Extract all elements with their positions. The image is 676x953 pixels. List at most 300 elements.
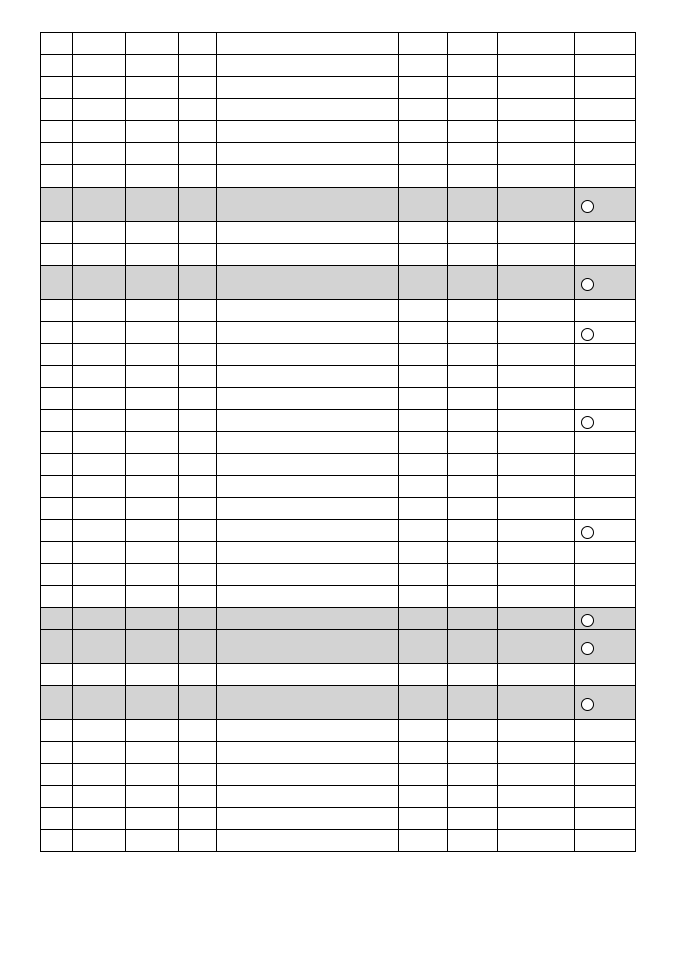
table-cell bbox=[399, 564, 448, 586]
table-cell bbox=[41, 99, 73, 121]
table-cell bbox=[217, 476, 399, 498]
table-cell bbox=[41, 742, 73, 764]
table-cell bbox=[179, 121, 217, 143]
table-cell bbox=[41, 664, 73, 686]
table-row bbox=[41, 664, 636, 686]
table-cell bbox=[41, 764, 73, 786]
table-row bbox=[41, 344, 636, 366]
table-cell bbox=[498, 244, 575, 266]
table-cell bbox=[575, 608, 636, 630]
table-cell bbox=[126, 222, 179, 244]
table-cell bbox=[498, 121, 575, 143]
table-cell bbox=[498, 55, 575, 77]
table-cell bbox=[179, 300, 217, 322]
table-cell bbox=[575, 300, 636, 322]
table-cell bbox=[575, 664, 636, 686]
table-cell bbox=[126, 808, 179, 830]
table-row bbox=[41, 366, 636, 388]
table-cell bbox=[126, 630, 179, 664]
table-cell bbox=[575, 222, 636, 244]
table-cell bbox=[179, 830, 217, 852]
table-row bbox=[41, 77, 636, 99]
table-cell bbox=[217, 366, 399, 388]
table-cell bbox=[448, 165, 498, 188]
table-cell bbox=[575, 586, 636, 608]
table-cell bbox=[575, 165, 636, 188]
table-cell bbox=[448, 454, 498, 476]
table-cell bbox=[498, 686, 575, 720]
table-cell bbox=[217, 244, 399, 266]
table-cell bbox=[179, 322, 217, 344]
circle-mark-icon bbox=[581, 200, 594, 213]
table-cell bbox=[575, 322, 636, 344]
table-row bbox=[41, 33, 636, 55]
table-cell bbox=[126, 244, 179, 266]
table-cell bbox=[399, 454, 448, 476]
table-cell bbox=[73, 432, 126, 454]
table-cell bbox=[498, 454, 575, 476]
table-row bbox=[41, 410, 636, 432]
table-cell bbox=[126, 165, 179, 188]
table-cell bbox=[399, 520, 448, 542]
table-cell bbox=[448, 520, 498, 542]
table-cell bbox=[73, 33, 126, 55]
table-cell bbox=[217, 542, 399, 564]
table-cell bbox=[498, 786, 575, 808]
table-cell bbox=[179, 99, 217, 121]
table-cell bbox=[126, 366, 179, 388]
table-cell bbox=[179, 608, 217, 630]
table-cell bbox=[575, 808, 636, 830]
table-row bbox=[41, 786, 636, 808]
table-cell bbox=[41, 33, 73, 55]
table-cell bbox=[41, 322, 73, 344]
table-cell bbox=[498, 366, 575, 388]
table-cell bbox=[217, 388, 399, 410]
table-cell bbox=[448, 664, 498, 686]
table-cell bbox=[41, 300, 73, 322]
table-cell bbox=[126, 830, 179, 852]
table-cell bbox=[399, 542, 448, 564]
table-cell bbox=[73, 564, 126, 586]
table-cell bbox=[448, 564, 498, 586]
table-cell bbox=[498, 476, 575, 498]
table-cell bbox=[399, 222, 448, 244]
circle-mark-icon bbox=[581, 642, 594, 655]
table-cell bbox=[448, 322, 498, 344]
table-row bbox=[41, 55, 636, 77]
table-cell bbox=[448, 786, 498, 808]
table-cell bbox=[448, 33, 498, 55]
table-cell bbox=[399, 586, 448, 608]
table-cell bbox=[575, 121, 636, 143]
table-cell bbox=[448, 366, 498, 388]
table-cell bbox=[448, 244, 498, 266]
table-cell bbox=[73, 586, 126, 608]
table-row bbox=[41, 454, 636, 476]
table-cell bbox=[399, 143, 448, 165]
table-cell bbox=[73, 720, 126, 742]
table-cell bbox=[217, 99, 399, 121]
table-cell bbox=[41, 165, 73, 188]
table-cell bbox=[73, 808, 126, 830]
table-cell bbox=[41, 542, 73, 564]
table-cell bbox=[448, 300, 498, 322]
table-cell bbox=[399, 808, 448, 830]
table-cell bbox=[399, 322, 448, 344]
table-cell bbox=[399, 630, 448, 664]
table-row bbox=[41, 520, 636, 542]
table-cell bbox=[73, 786, 126, 808]
table-cell bbox=[399, 244, 448, 266]
table-cell bbox=[399, 266, 448, 300]
table-cell bbox=[448, 121, 498, 143]
table-cell bbox=[399, 99, 448, 121]
table-cell bbox=[217, 742, 399, 764]
table-cell bbox=[73, 344, 126, 366]
table-cell bbox=[399, 432, 448, 454]
table-cell bbox=[126, 608, 179, 630]
table-cell bbox=[126, 764, 179, 786]
table-cell bbox=[73, 143, 126, 165]
table-cell bbox=[399, 188, 448, 222]
table-cell bbox=[575, 344, 636, 366]
table-cell bbox=[217, 300, 399, 322]
table-cell bbox=[399, 664, 448, 686]
table-cell bbox=[126, 322, 179, 344]
table-cell bbox=[448, 808, 498, 830]
table-cell bbox=[73, 410, 126, 432]
table-cell bbox=[126, 266, 179, 300]
table-cell bbox=[217, 165, 399, 188]
table-cell bbox=[41, 454, 73, 476]
table-cell bbox=[126, 344, 179, 366]
table-cell bbox=[575, 388, 636, 410]
table-cell bbox=[217, 586, 399, 608]
table-cell bbox=[217, 830, 399, 852]
table-cell bbox=[399, 410, 448, 432]
table-cell bbox=[498, 742, 575, 764]
table-cell bbox=[575, 266, 636, 300]
table-cell bbox=[498, 33, 575, 55]
table-cell bbox=[179, 586, 217, 608]
table-cell bbox=[126, 143, 179, 165]
table-cell bbox=[41, 432, 73, 454]
table-cell bbox=[399, 786, 448, 808]
table-cell bbox=[498, 143, 575, 165]
table-cell bbox=[217, 454, 399, 476]
circle-mark-icon bbox=[581, 278, 594, 291]
table-cell bbox=[73, 476, 126, 498]
table-cell bbox=[73, 55, 126, 77]
table-row bbox=[41, 686, 636, 720]
circle-mark-icon bbox=[581, 698, 594, 711]
table-row bbox=[41, 188, 636, 222]
table-cell bbox=[179, 764, 217, 786]
table-cell bbox=[73, 764, 126, 786]
table-cell bbox=[41, 808, 73, 830]
table-cell bbox=[217, 686, 399, 720]
table-cell bbox=[126, 476, 179, 498]
table-cell bbox=[179, 664, 217, 686]
table-cell bbox=[126, 586, 179, 608]
table-cell bbox=[41, 476, 73, 498]
table-cell bbox=[399, 55, 448, 77]
table-row bbox=[41, 720, 636, 742]
table-cell bbox=[575, 99, 636, 121]
table-cell bbox=[41, 266, 73, 300]
table-cell bbox=[498, 77, 575, 99]
form-grid bbox=[40, 32, 635, 852]
table-cell bbox=[41, 498, 73, 520]
table-cell bbox=[179, 630, 217, 664]
table-cell bbox=[498, 586, 575, 608]
table-cell bbox=[179, 542, 217, 564]
table-cell bbox=[179, 498, 217, 520]
table-cell bbox=[73, 520, 126, 542]
table-cell bbox=[73, 322, 126, 344]
table-cell bbox=[217, 630, 399, 664]
table-cell bbox=[448, 143, 498, 165]
table-cell bbox=[126, 77, 179, 99]
table-cell bbox=[41, 143, 73, 165]
table-cell bbox=[179, 786, 217, 808]
grid-table bbox=[40, 32, 636, 852]
table-cell bbox=[73, 99, 126, 121]
table-row bbox=[41, 300, 636, 322]
table-cell bbox=[575, 686, 636, 720]
table-cell bbox=[179, 366, 217, 388]
table-row bbox=[41, 742, 636, 764]
table-cell bbox=[179, 720, 217, 742]
table-cell bbox=[575, 244, 636, 266]
table-row bbox=[41, 608, 636, 630]
table-cell bbox=[217, 222, 399, 244]
table-cell bbox=[498, 720, 575, 742]
table-cell bbox=[217, 322, 399, 344]
table-cell bbox=[399, 300, 448, 322]
table-cell bbox=[448, 476, 498, 498]
table-cell bbox=[448, 742, 498, 764]
table-cell bbox=[217, 720, 399, 742]
table-cell bbox=[399, 608, 448, 630]
table-cell bbox=[575, 476, 636, 498]
table-cell bbox=[126, 720, 179, 742]
table-cell bbox=[41, 630, 73, 664]
table-cell bbox=[498, 498, 575, 520]
table-cell bbox=[41, 564, 73, 586]
table-cell bbox=[448, 432, 498, 454]
table-cell bbox=[73, 366, 126, 388]
table-cell bbox=[575, 77, 636, 99]
table-cell bbox=[73, 542, 126, 564]
table-cell bbox=[575, 33, 636, 55]
table-cell bbox=[498, 764, 575, 786]
table-cell bbox=[73, 498, 126, 520]
table-cell bbox=[41, 77, 73, 99]
table-cell bbox=[41, 388, 73, 410]
table-cell bbox=[399, 165, 448, 188]
table-row bbox=[41, 476, 636, 498]
table-row bbox=[41, 121, 636, 143]
table-cell bbox=[179, 808, 217, 830]
table-cell bbox=[179, 222, 217, 244]
table-cell bbox=[126, 664, 179, 686]
table-cell bbox=[217, 520, 399, 542]
table-cell bbox=[217, 188, 399, 222]
table-cell bbox=[73, 266, 126, 300]
table-cell bbox=[575, 410, 636, 432]
table-cell bbox=[575, 630, 636, 664]
table-row bbox=[41, 388, 636, 410]
table-cell bbox=[217, 121, 399, 143]
table-cell bbox=[448, 388, 498, 410]
table-cell bbox=[217, 432, 399, 454]
circle-mark-icon bbox=[581, 614, 594, 627]
circle-mark-icon bbox=[581, 328, 594, 341]
table-row bbox=[41, 322, 636, 344]
table-cell bbox=[448, 266, 498, 300]
table-cell bbox=[179, 55, 217, 77]
table-cell bbox=[179, 454, 217, 476]
table-cell bbox=[41, 188, 73, 222]
table-cell bbox=[179, 686, 217, 720]
table-cell bbox=[41, 786, 73, 808]
circle-mark-icon bbox=[581, 526, 594, 539]
table-cell bbox=[126, 410, 179, 432]
table-row bbox=[41, 808, 636, 830]
table-cell bbox=[448, 830, 498, 852]
table-cell bbox=[399, 742, 448, 764]
table-cell bbox=[73, 188, 126, 222]
table-cell bbox=[498, 188, 575, 222]
table-cell bbox=[448, 55, 498, 77]
table-cell bbox=[73, 830, 126, 852]
table-cell bbox=[126, 188, 179, 222]
table-cell bbox=[179, 410, 217, 432]
table-cell bbox=[575, 498, 636, 520]
table-cell bbox=[126, 786, 179, 808]
table-cell bbox=[41, 608, 73, 630]
table-cell bbox=[73, 121, 126, 143]
table-row bbox=[41, 99, 636, 121]
table-cell bbox=[575, 188, 636, 222]
table-cell bbox=[126, 432, 179, 454]
table-cell bbox=[41, 720, 73, 742]
table-cell bbox=[498, 388, 575, 410]
table-cell bbox=[448, 720, 498, 742]
table-cell bbox=[41, 121, 73, 143]
table-cell bbox=[448, 608, 498, 630]
table-cell bbox=[126, 686, 179, 720]
table-cell bbox=[179, 165, 217, 188]
table-cell bbox=[179, 244, 217, 266]
table-row bbox=[41, 630, 636, 664]
table-cell bbox=[498, 266, 575, 300]
table-cell bbox=[575, 366, 636, 388]
table-cell bbox=[399, 720, 448, 742]
table-cell bbox=[575, 432, 636, 454]
table-cell bbox=[73, 300, 126, 322]
table-cell bbox=[498, 520, 575, 542]
table-cell bbox=[498, 410, 575, 432]
table-cell bbox=[399, 77, 448, 99]
table-cell bbox=[217, 564, 399, 586]
table-cell bbox=[399, 476, 448, 498]
table-cell bbox=[498, 664, 575, 686]
table-cell bbox=[399, 764, 448, 786]
table-cell bbox=[498, 608, 575, 630]
table-cell bbox=[217, 55, 399, 77]
table-cell bbox=[179, 388, 217, 410]
table-cell bbox=[126, 742, 179, 764]
table-cell bbox=[41, 222, 73, 244]
table-cell bbox=[399, 366, 448, 388]
table-cell bbox=[399, 830, 448, 852]
table-cell bbox=[73, 664, 126, 686]
table-cell bbox=[41, 410, 73, 432]
table-cell bbox=[448, 542, 498, 564]
table-cell bbox=[498, 808, 575, 830]
table-cell bbox=[41, 55, 73, 77]
table-cell bbox=[448, 99, 498, 121]
table-cell bbox=[448, 222, 498, 244]
table-cell bbox=[575, 564, 636, 586]
table-cell bbox=[575, 542, 636, 564]
table-cell bbox=[179, 266, 217, 300]
table-cell bbox=[498, 99, 575, 121]
table-cell bbox=[126, 33, 179, 55]
table-cell bbox=[575, 143, 636, 165]
table-cell bbox=[41, 244, 73, 266]
table-cell bbox=[179, 564, 217, 586]
table-cell bbox=[399, 498, 448, 520]
table-cell bbox=[126, 121, 179, 143]
table-cell bbox=[179, 77, 217, 99]
table-cell bbox=[498, 165, 575, 188]
table-row bbox=[41, 564, 636, 586]
table-row bbox=[41, 586, 636, 608]
table-cell bbox=[217, 608, 399, 630]
table-row bbox=[41, 764, 636, 786]
table-cell bbox=[73, 222, 126, 244]
table-cell bbox=[498, 222, 575, 244]
table-cell bbox=[448, 77, 498, 99]
table-cell bbox=[73, 630, 126, 664]
table-cell bbox=[179, 742, 217, 764]
table-cell bbox=[179, 33, 217, 55]
table-cell bbox=[179, 520, 217, 542]
table-cell bbox=[448, 410, 498, 432]
table-cell bbox=[179, 476, 217, 498]
table-cell bbox=[575, 786, 636, 808]
table-cell bbox=[448, 764, 498, 786]
table-cell bbox=[126, 542, 179, 564]
table-cell bbox=[41, 366, 73, 388]
table-row bbox=[41, 498, 636, 520]
table-cell bbox=[498, 300, 575, 322]
table-cell bbox=[448, 344, 498, 366]
table-cell bbox=[217, 808, 399, 830]
table-cell bbox=[448, 498, 498, 520]
table-cell bbox=[498, 432, 575, 454]
table-cell bbox=[217, 266, 399, 300]
table-cell bbox=[41, 520, 73, 542]
table-cell bbox=[179, 344, 217, 366]
table-cell bbox=[498, 830, 575, 852]
table-cell bbox=[448, 686, 498, 720]
table-cell bbox=[126, 55, 179, 77]
